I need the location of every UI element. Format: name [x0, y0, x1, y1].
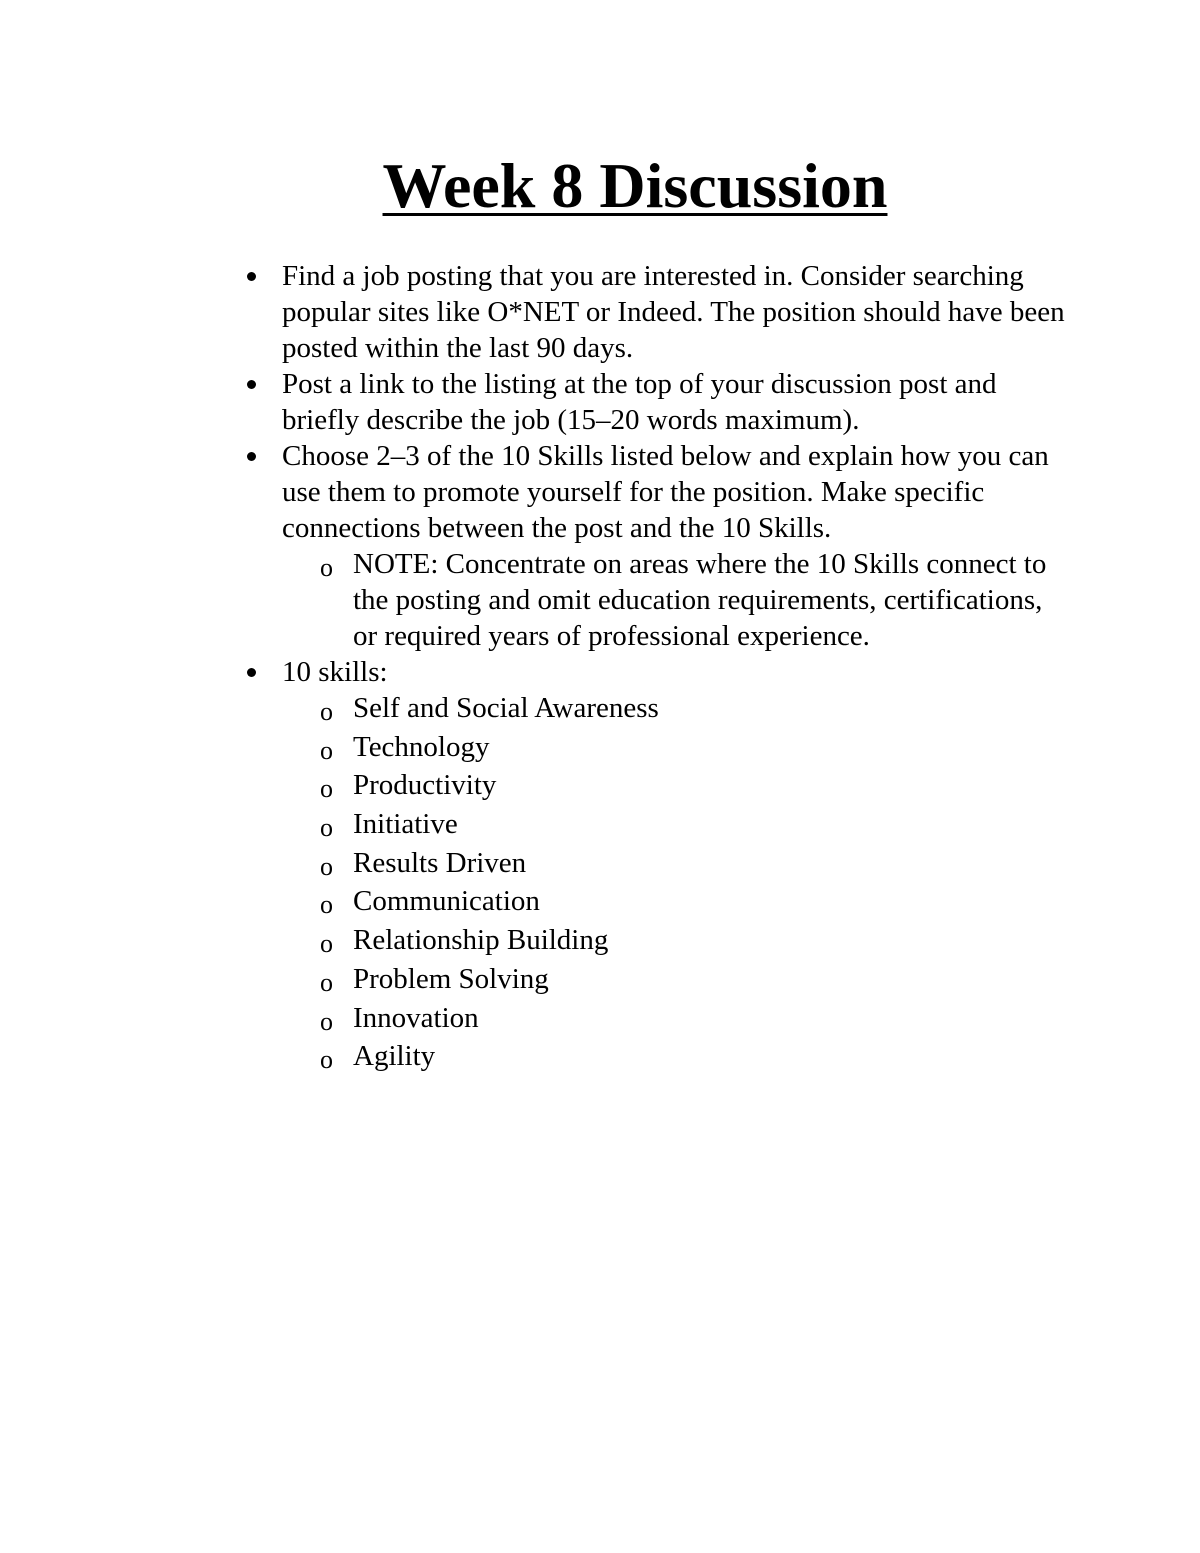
- note-text: NOTE: Concentrate on areas where the 10 Skills connect to the posting and omit education requirements, certifications, or required years of professional experience.: [353, 548, 1047, 652]
- skill-item: [282, 1000, 1068, 1039]
- bullet-icon: [247, 380, 256, 389]
- note-sublist: [282, 546, 1072, 654]
- bullet-icon: [247, 452, 256, 461]
- skill-item: [282, 883, 1068, 922]
- list-item-ten-skills: [0, 654, 1072, 1077]
- skill-text: Agility: [353, 1040, 436, 1073]
- skill-item: [282, 690, 1068, 729]
- skill-text: Initiative: [353, 808, 458, 841]
- skill-item: [282, 729, 1068, 768]
- circle-bullet-icon: o: [320, 1045, 333, 1075]
- list-item-text: Choose 2–3 of the 10 Skills listed below and explain how you can use them to promote yourself for the position. Make specific connections between the post and the 10 Skills.: [282, 440, 1049, 544]
- circle-bullet-icon: o: [320, 735, 333, 765]
- circle-bullet-icon: o: [320, 774, 333, 804]
- list-item-text: 10 skills:: [282, 656, 388, 688]
- bullet-icon: [247, 272, 256, 281]
- instruction-list: [0, 258, 1200, 1077]
- skill-text: Relationship Building: [353, 924, 609, 957]
- bullet-icon: [247, 668, 256, 677]
- skill-item: [282, 961, 1068, 1000]
- list-item-text: Find a job posting that you are interested in. Consider searching popular sites like O*NET or Indeed. The position should have been posted within the last 90 days.: [282, 260, 1065, 364]
- skill-text: Self and Social Awareness: [353, 692, 659, 724]
- note-item: [282, 546, 1068, 654]
- skill-text: Productivity: [353, 769, 497, 802]
- list-item-post-link: [0, 366, 1072, 438]
- skill-text: Problem Solving: [353, 962, 549, 995]
- skill-text: Technology: [353, 730, 490, 763]
- list-item-find-job: [0, 258, 1072, 366]
- circle-bullet-icon: o: [320, 851, 333, 881]
- circle-bullet-icon: o: [320, 697, 333, 726]
- list-item-choose-skills: [0, 438, 1072, 654]
- skill-text: Innovation: [353, 1001, 479, 1034]
- skills-sublist: [282, 690, 1072, 1077]
- circle-bullet-icon: o: [320, 929, 333, 959]
- circle-bullet-icon: o: [320, 553, 333, 582]
- circle-bullet-icon: o: [320, 890, 333, 920]
- skill-text: Communication: [353, 885, 540, 918]
- skill-item: [282, 845, 1068, 884]
- skill-item: [282, 922, 1068, 961]
- list-item-text: Post a link to the listing at the top of your discussion post and briefly describe the job (15–20 words maximum).: [282, 368, 997, 436]
- page-title: Week 8 Discussion: [382, 150, 888, 221]
- circle-bullet-icon: o: [320, 967, 333, 997]
- skill-item: [282, 767, 1068, 806]
- circle-bullet-icon: o: [320, 1006, 333, 1036]
- circle-bullet-icon: o: [320, 813, 333, 843]
- skill-text: Results Driven: [353, 846, 527, 879]
- skill-item: [282, 806, 1068, 845]
- skill-item: [282, 1038, 1068, 1077]
